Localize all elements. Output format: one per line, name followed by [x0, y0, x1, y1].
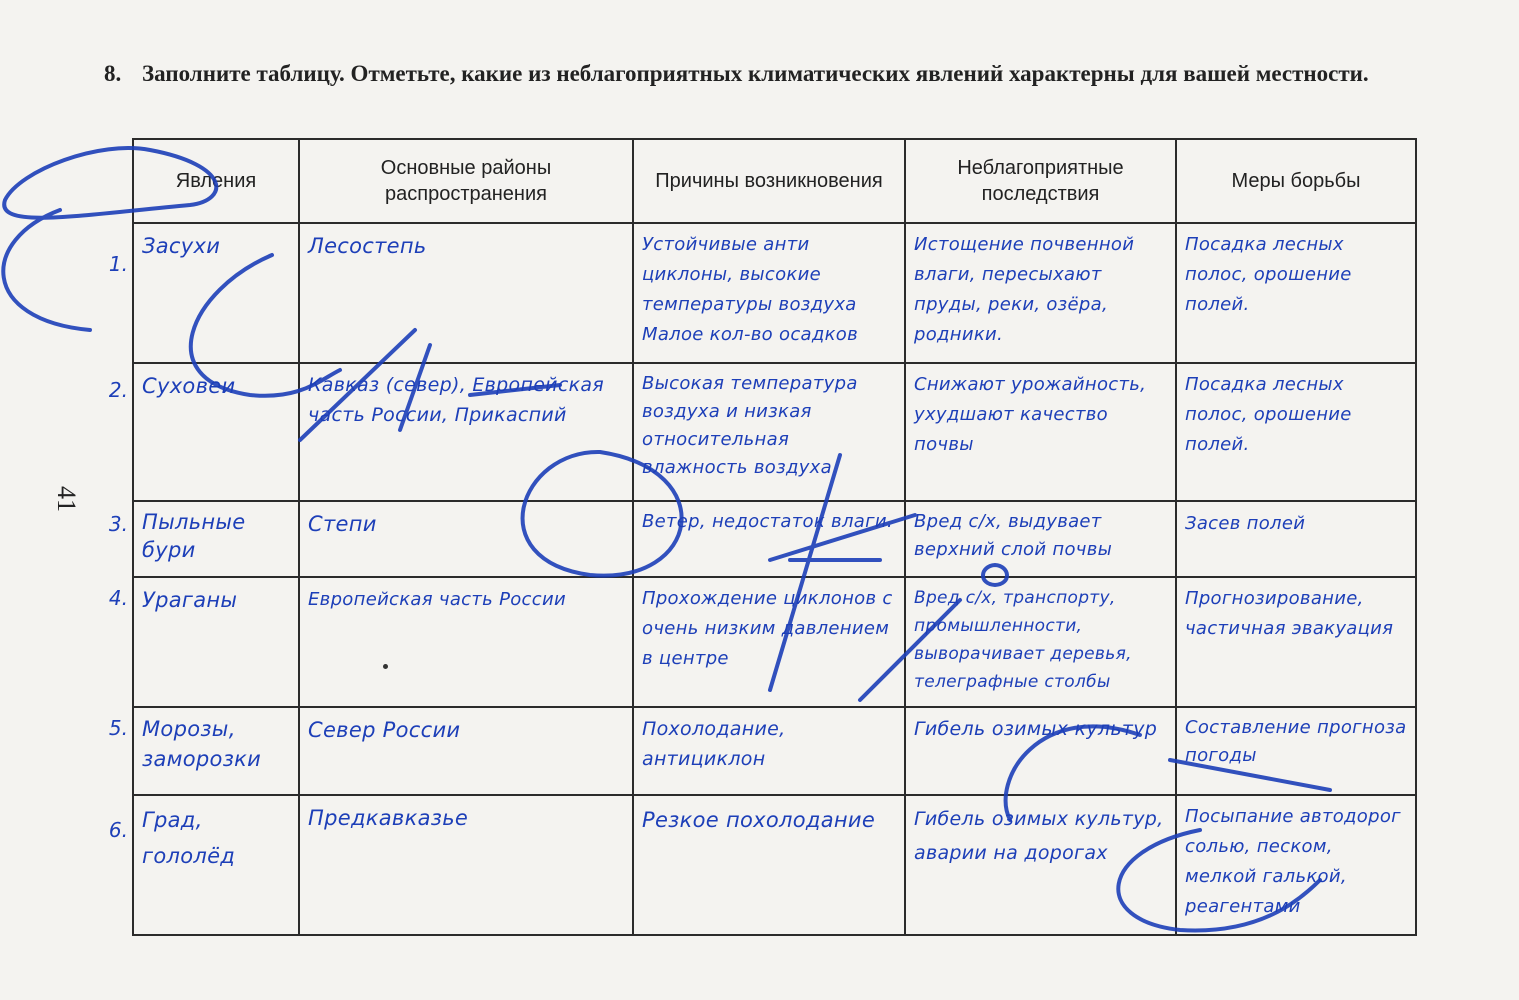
cell-regions: Предкавказье — [299, 795, 633, 935]
cell-regions: Север России — [299, 707, 633, 795]
row-number: 5. — [108, 716, 128, 740]
table-row — [133, 795, 1416, 935]
row-number: 3. — [108, 512, 128, 536]
table-row — [133, 363, 1416, 501]
cell-consequences: Гибель озимых культур — [905, 707, 1176, 795]
cell-phenomenon: Засухи — [133, 223, 299, 363]
cell-measures: Посыпание автодорог солью, песком, мелкой галькой, реагентами — [1176, 795, 1416, 935]
cell-causes: Высокая температура воздуха и низкая относительная влажность воздуха — [633, 363, 905, 501]
cell-regions: Лесостепь — [299, 223, 633, 363]
cell-regions: Кавказ (север), Европейская часть России, Прикаспий — [299, 363, 633, 501]
cell-measures: Посадка лесных полос, орошение полей. — [1176, 223, 1416, 363]
row-number: 4. — [108, 586, 128, 610]
task-heading — [104, 58, 1424, 89]
cell-causes: Резкое похолодание — [633, 795, 905, 935]
table-header-row — [133, 139, 1416, 223]
row-number: 1. — [108, 252, 128, 276]
cell-causes: Прохождение циклонов с очень низким давлением в центре — [633, 577, 905, 707]
cell-measures: Посадка лесных полос, орошение полей. — [1176, 363, 1416, 501]
table-row — [133, 577, 1416, 707]
header-consequences: Неблагоприятные последствия — [905, 139, 1176, 223]
page-number: 41 — [52, 486, 81, 512]
row-number: 2. — [108, 378, 128, 402]
row-number: 6. — [108, 818, 128, 842]
cell-consequences: Вред с/х, транспорту, промышленности, выворачивает деревья, телеграфные столбы — [905, 577, 1176, 707]
cell-measures: Составление прогноза погоды — [1176, 707, 1416, 795]
header-causes: Причины возникновения — [633, 139, 905, 223]
header-phenomena: Явления — [133, 139, 299, 223]
cell-consequences: Гибель озимых культур, аварии на дорогах — [905, 795, 1176, 935]
cell-phenomenon: Суховеи — [133, 363, 299, 501]
cell-measures: Засев полей — [1176, 501, 1416, 577]
header-measures: Меры борьбы — [1176, 139, 1416, 223]
table-row — [133, 223, 1416, 363]
cell-causes: Похолодание, антициклон — [633, 707, 905, 795]
ink-dot — [383, 664, 388, 669]
table-row — [133, 707, 1416, 795]
cell-regions: Степи — [299, 501, 633, 577]
cell-phenomenon: Ураганы — [133, 577, 299, 707]
cell-phenomenon: Пыльные бури — [133, 501, 299, 577]
cell-regions: Европейская часть России — [299, 577, 633, 707]
cell-consequences: Снижают урожайность, ухудшают качество почвы — [905, 363, 1176, 501]
cell-phenomenon: Град, гололёд — [133, 795, 299, 935]
cell-consequences: Вред с/х, выдувает верхний слой почвы — [905, 501, 1176, 577]
cell-consequences: Истощение почвенной влаги, пересыхают пруды, реки, озёра, родники. — [905, 223, 1176, 363]
climate-phenomena-table — [132, 138, 1417, 936]
header-regions: Основные районы распространения — [299, 139, 633, 223]
cell-measures: Прогнозирование, частичная эвакуация — [1176, 577, 1416, 707]
cell-causes: Устойчивые анти циклоны, высокие температуры воздуха Малое кол-во осадков — [633, 223, 905, 363]
scribble-arc-left — [3, 210, 90, 330]
task-text: Заполните таблицу. Отметьте, какие из неблагоприятных климатических явлений характерны для вашей местности. — [142, 61, 1369, 86]
task-number: 8. — [104, 61, 122, 86]
cell-phenomenon: Морозы, заморозки — [133, 707, 299, 795]
table-row — [133, 501, 1416, 577]
cell-causes: Ветер, недостаток влаги. — [633, 501, 905, 577]
